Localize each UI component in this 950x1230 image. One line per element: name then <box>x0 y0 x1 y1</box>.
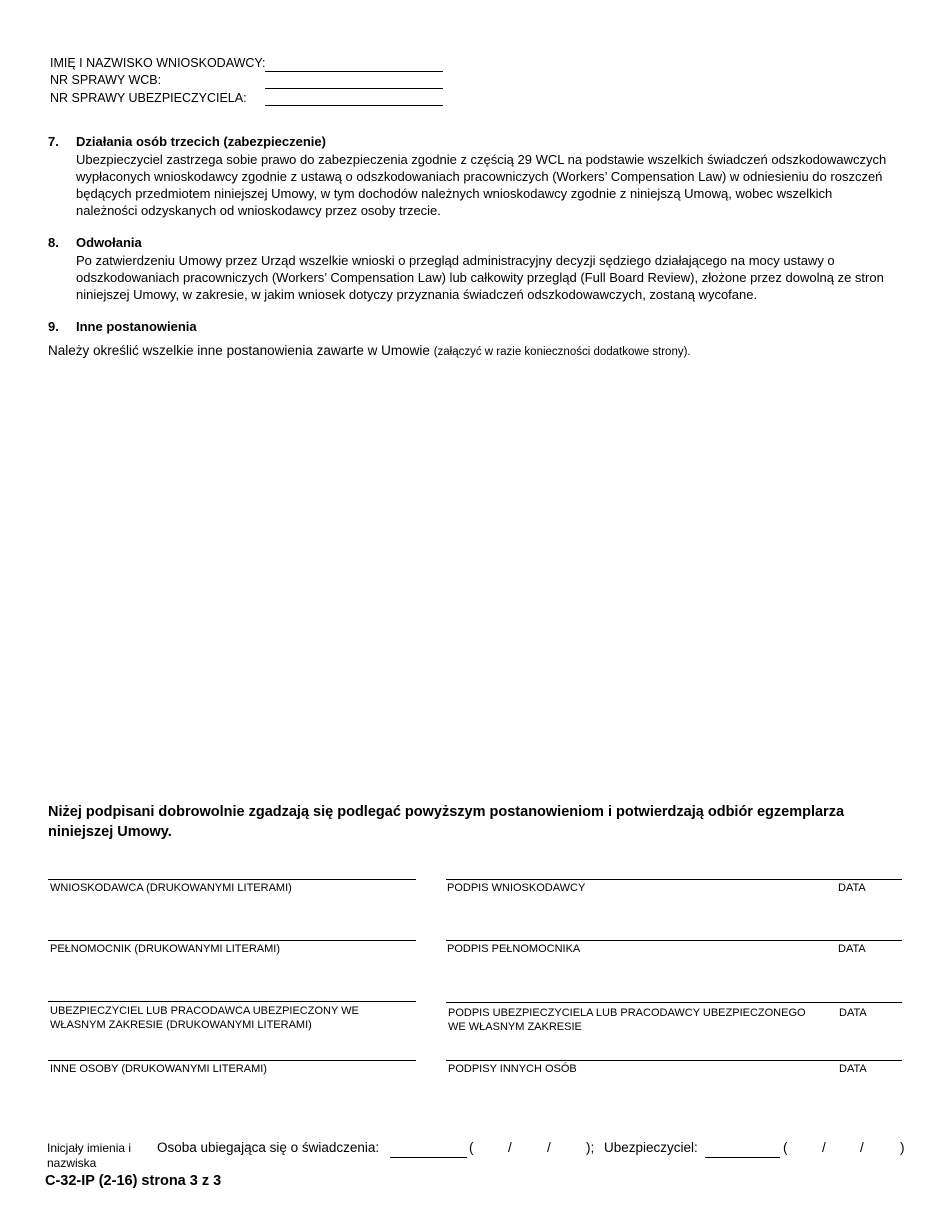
section-9-title: Inne postanowienia <box>76 319 197 334</box>
claimant-initials-field[interactable] <box>390 1157 467 1158</box>
initials-label: Inicjały imienia i nazwiska <box>47 1141 132 1170</box>
insurer-initials-field[interactable] <box>705 1157 780 1158</box>
section-7-body: Ubezpieczyciel zastrzega sobie prawo do zabezpieczenia zgodnie z częścią 29 WCL na podstawie wszelkich świadczeń odszkodowawczych wypłaconych wnioskodawcy zgodnie z ustawą o odszkodowaniach pracowniczych (Workers’ Compensation Law) w odniesieniu do roszczeń będących przedmiotem niniejszej Umowy, w tym dochodów należnych wnioskodawcy zgodnie z niniejszą Umową, wobec wszelkich należności odzyskanych od wnioskodawcy przez osoby trzecie. <box>76 152 887 218</box>
insurer-date-label: DATA <box>839 1007 867 1019</box>
attorney-print-label: PEŁNOMOCNIK (DRUKOWANYMI LITERAMI) <box>50 943 280 955</box>
insurer-date-slash-2: / <box>860 1140 864 1155</box>
applicant-print-label: WNIOSKODAWCA (DRUKOWANYMI LITERAMI) <box>50 882 292 894</box>
applicant-signature-label: PODPIS WNIOSKODAWCY <box>447 882 586 894</box>
wcb-case-field[interactable] <box>265 88 443 89</box>
section-8-number: 8. <box>48 235 59 250</box>
form-id: C-32-IP (2-16) strona 3 z 3 <box>45 1173 222 1189</box>
others-print-line[interactable] <box>48 1060 416 1061</box>
section-9-text: Należy określić wszelkie inne postanowienia zawarte w Umowie <box>48 343 430 358</box>
insurer-case-field[interactable] <box>265 105 443 106</box>
insurer-date-close: ) <box>900 1140 905 1155</box>
section-9-body <box>48 343 691 358</box>
attorney-date-label: DATA <box>838 943 866 955</box>
applicant-print-line[interactable] <box>48 879 416 880</box>
claimant-date-open: ( <box>469 1140 474 1155</box>
agreement-statement: Niżej podpisani dobrowolnie zgadzają się podlegać powyższym postanowieniom i potwierdzają odbiór egzemplarza niniejszej Umowy. <box>48 804 845 840</box>
others-signature-label: PODPISY INNYCH OSÓB <box>448 1063 577 1075</box>
insurer-initials-label: Ubezpieczyciel: <box>604 1140 698 1155</box>
insurer-date-slash-1: / <box>822 1140 826 1155</box>
attorney-signature-line[interactable] <box>446 940 902 941</box>
others-signature-line[interactable] <box>446 1060 902 1061</box>
applicant-signature-line[interactable] <box>446 879 902 880</box>
claimant-date-slash-1: / <box>508 1140 512 1155</box>
other-provisions-area[interactable] <box>48 365 903 785</box>
section-8-title: Odwołania <box>76 235 142 250</box>
insurer-date-open: ( <box>783 1140 788 1155</box>
insurer-signature-label: PODPIS UBEZPIECZYCIELA LUB PRACODAWCY UBEZPIECZONEGO WE WŁASNYM ZAKRESIE <box>448 1007 806 1033</box>
insurer-print-line[interactable] <box>48 1001 416 1002</box>
applicant-name-field[interactable] <box>265 71 443 72</box>
attorney-signature-label: PODPIS PEŁNOMOCNIKA <box>447 943 581 955</box>
section-9-number: 9. <box>48 319 59 334</box>
insurer-print-label: UBEZPIECZYCIEL LUB PRACODAWCA UBEZPIECZONY WE WŁASNYM ZAKRESIE (DRUKOWANYMI LITERAMI) <box>50 1005 359 1031</box>
insurer-signature-line[interactable] <box>446 1002 902 1003</box>
section-7-number: 7. <box>48 134 59 149</box>
applicant-name-label: IMIĘ I NAZWISKO WNIOSKODAWCY: <box>50 56 266 70</box>
wcb-case-label: NR SPRAWY WCB: <box>50 73 162 87</box>
others-date-label: DATA <box>839 1063 867 1075</box>
applicant-date-label: DATA <box>838 882 866 894</box>
section-9-note: (załączyć w razie konieczności dodatkowe strony). <box>433 346 691 358</box>
claimant-date-close: ); <box>586 1140 595 1155</box>
insurer-case-label: NR SPRAWY UBEZPIECZYCIELA: <box>50 91 247 105</box>
section-7-title: Działania osób trzecich (zabezpieczenie) <box>76 134 326 149</box>
claimant-initials-label: Osoba ubiegająca się o świadczenia: <box>157 1140 380 1155</box>
others-print-label: INNE OSOBY (DRUKOWANYMI LITERAMI) <box>50 1063 267 1075</box>
claimant-date-slash-2: / <box>547 1140 551 1155</box>
section-8-body: Po zatwierdzeniu Umowy przez Urząd wszelkie wnioski o przegląd administracyjny decyzji sędziego działającego na mocy ustawy o odszkodowaniach pracowniczych (Workers’ Compensation Law) lub całkowity przegląd (Full Board Review), złożone przez dowolną ze stron niniejszej Umowy, w zakresie, w jakim wniosek dotyczy przyznania świadczeń odszkodowawczych, zostaną wycofane. <box>76 253 884 302</box>
attorney-print-line[interactable] <box>48 940 416 941</box>
